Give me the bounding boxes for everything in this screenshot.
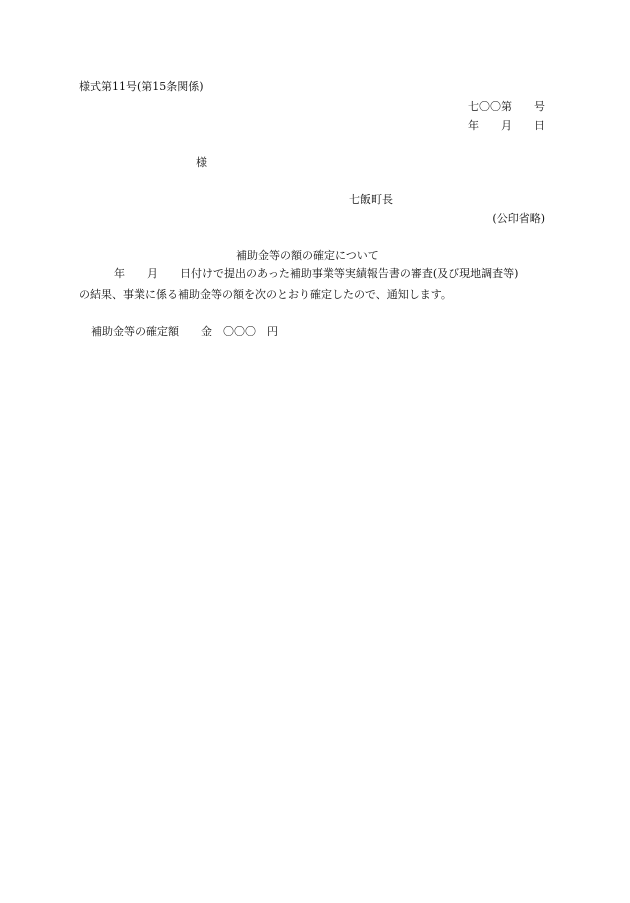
document-date: 年 月 日 xyxy=(468,119,545,132)
document-subject: 補助金等の額の確定について xyxy=(236,249,379,262)
confirmed-amount-row: 補助金等の確定額 金 〇〇〇 円 xyxy=(91,325,278,338)
recipient-honorific: 様 xyxy=(196,156,207,169)
form-number: 様式第11号(第15条関係) xyxy=(79,80,204,93)
document-number: 七〇〇第 号 xyxy=(468,100,545,113)
seal-omitted-note: (公印省略) xyxy=(492,212,545,225)
body-text-line-2: の結果、事業に係る補助金等の額を次のとおり確定したので、通知します。 xyxy=(79,288,452,301)
sender-name: 七飯町長 xyxy=(349,193,393,206)
body-text-line-1: 年 月 日付けで提出のあった補助事業等実績報告書の審査(及び現地調査等) xyxy=(114,267,519,280)
